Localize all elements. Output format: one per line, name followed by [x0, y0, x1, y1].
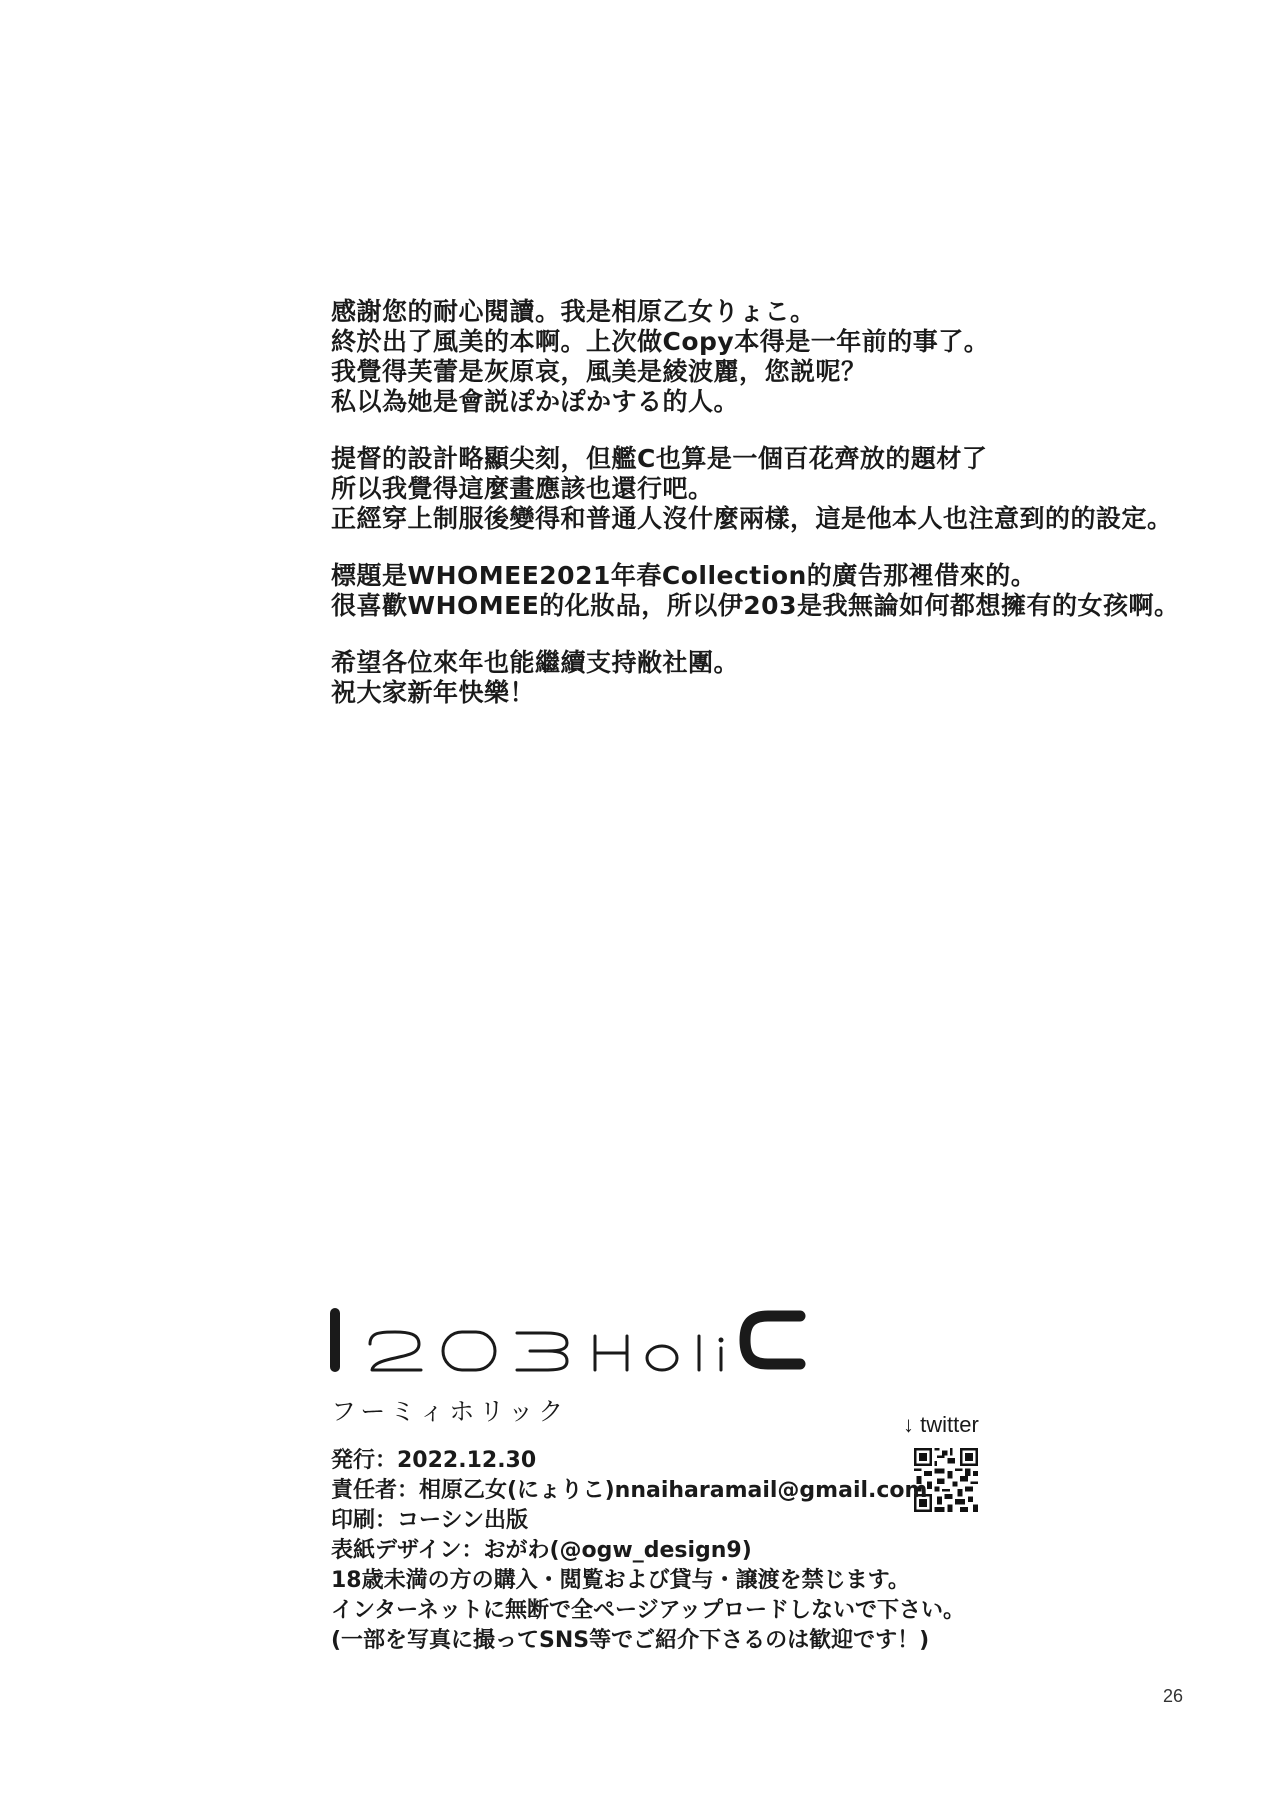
afterword-line: 提督的設計略顯尖刻，但艦C也算是一個百花齊放的題材了 — [331, 444, 988, 473]
colophon-publish-date: 発行：2022.12.30 — [331, 1448, 537, 1473]
afterword-line: 我覺得芙蕾是灰原哀，風美是綾波麗，您説呢？ — [331, 357, 867, 386]
afterword-paragraph-4 — [331, 648, 1261, 708]
subtitle-katakana: フーミィホリック — [331, 1397, 569, 1426]
colophon-responsible-person: 責任者：相原乙女(にょりこ)nnaiharamail@gmail.com — [331, 1478, 928, 1503]
afterword-line: 終於出了風美的本啊。上次做Copy本得是一年前的事了。 — [331, 327, 990, 356]
colophon — [331, 1446, 965, 1656]
colophon-cover-design: 表紙デザイン：おがわ(@ogw_design9) — [331, 1538, 752, 1563]
afterword-line: 所以我覺得這麼畫應該也還行吧。 — [331, 474, 714, 503]
afterword-line: 私以為她是會説ぽかぽかする的人。 — [331, 387, 740, 416]
afterword-line: 感謝您的耐心閱讀。我是相原乙女りょこ。 — [331, 297, 816, 326]
afterword-paragraph-1 — [331, 297, 1261, 417]
title-logo — [325, 1300, 945, 1380]
colophon-upload-notice: インターネットに無断で全ページアップロードしないで下さい。 — [331, 1598, 966, 1623]
afterword-line: 標題是WHOMEE2021年春Collection的廣告那裡借來的。 — [331, 561, 1037, 590]
twitter-label: ↓ twitter — [903, 1412, 979, 1437]
page-number: 26 — [1163, 1686, 1184, 1706]
afterword-paragraph-3 — [331, 561, 1261, 621]
afterword-line: 正經穿上制服後變得和普通人沒什麼兩樣，這是他本人也注意到的的設定。 — [331, 504, 1173, 533]
afterword-line: 祝大家新年快樂！ — [331, 678, 536, 707]
afterword-line: 很喜歡WHOMEE的化妝品，所以伊203是我無論如何都想擁有的女孩啊。 — [331, 591, 1180, 620]
colophon-printer: 印刷：コーシン出版 — [331, 1508, 529, 1533]
colophon-sns-notice: (一部を写真に撮ってSNS等でご紹介下さるのは歓迎です！) — [331, 1628, 930, 1653]
afterword — [331, 297, 1261, 735]
colophon-age-notice: 18歳未満の方の購入・閲覧および貸与・譲渡を禁じます。 — [331, 1568, 910, 1593]
afterword-line: 希望各位來年也能繼續支持敝社團。 — [331, 648, 740, 677]
afterword-paragraph-2 — [331, 444, 1261, 534]
title-logo-graphic — [325, 1300, 945, 1380]
